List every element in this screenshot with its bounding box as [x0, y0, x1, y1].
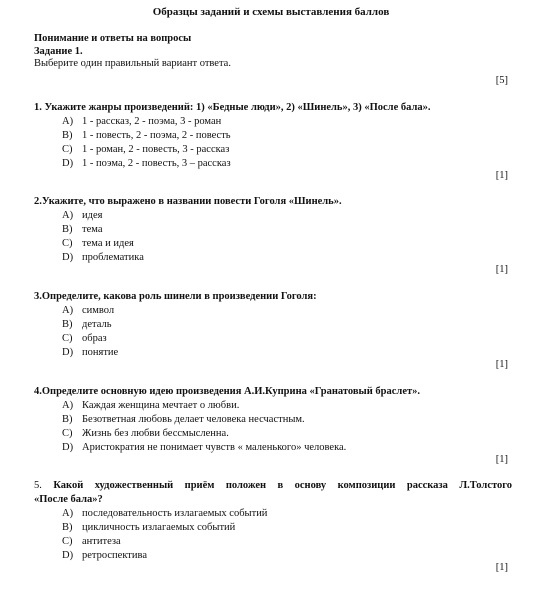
option-text: Каждая женщина мечтает о любви. — [82, 400, 240, 412]
option-c — [62, 238, 512, 252]
question-text: 3.Определите, какова роль шинели в произведении Гоголя: — [34, 291, 317, 302]
option-b — [62, 414, 512, 428]
option-text: ретроспектива — [82, 549, 147, 561]
question-1 — [34, 102, 512, 172]
question-text: 2.Укажите, что выражено в названии повести Гоголя «Шинель». — [34, 196, 342, 207]
intro-score: [5] — [495, 75, 508, 86]
instruction-text: Выберите один правильный вариант ответа. — [34, 58, 231, 70]
option-b — [62, 130, 512, 144]
option-letter: B) — [62, 521, 73, 533]
option-text: антитеза — [82, 535, 121, 547]
option-text: Безответная любовь делает человека несчастным. — [82, 414, 305, 426]
option-text: Жизнь без любви бессмысленна. — [82, 428, 229, 440]
option-d — [62, 549, 512, 563]
option-text: Аристократия не понимает чувств « маленького» человека. — [82, 442, 347, 454]
question-3-score: [1] — [495, 359, 508, 370]
question-text-line1 — [34, 480, 512, 493]
option-letter: C) — [62, 144, 73, 156]
option-b — [62, 224, 512, 238]
option-letter: B) — [62, 319, 73, 331]
option-text: 1 - рассказ, 2 - поэма, 3 - роман — [82, 116, 222, 128]
option-text: тема — [82, 224, 103, 236]
question-text: 4.Определите основную идею произведения А.И.Куприна «Гранатовый браслет». — [34, 386, 421, 397]
question-1-score: [1] — [495, 170, 508, 181]
option-letter: B) — [62, 130, 73, 142]
option-letter: A) — [62, 210, 74, 222]
question-text: 1. Укажите жанры произведений: 1) «Бедные люди», 2) «Шинель», 3) «После бала». — [34, 102, 431, 113]
option-c — [62, 144, 512, 158]
option-text: тема и идея — [82, 238, 134, 250]
option-text: последовательность излагаемых событий — [82, 507, 268, 519]
option-text: 1 - роман, 2 - повесть, 3 - рассказ — [82, 144, 230, 156]
option-text: проблематика — [82, 252, 144, 264]
option-letter: A) — [62, 305, 74, 317]
option-letter: D) — [62, 158, 74, 170]
option-letter: D) — [62, 347, 74, 359]
option-letter: C) — [62, 428, 73, 440]
option-a — [62, 507, 512, 521]
question-4 — [34, 386, 512, 456]
option-letter: A) — [62, 507, 74, 519]
option-letter: A) — [62, 400, 74, 412]
option-text: 1 - повесть, 2 - поэма, 2 - повесть — [82, 130, 231, 142]
option-d — [62, 347, 512, 361]
section-heading: Понимание и ответы на вопросы — [34, 33, 192, 44]
option-letter: C) — [62, 238, 73, 250]
options-list — [34, 116, 512, 172]
page-title: Образцы заданий и схемы выставления баллов — [152, 6, 390, 18]
option-text: 1 - поэма, 2 - повесть, 3 – рассказ — [82, 158, 231, 170]
question-text: Какой художественный приём положен в основу композиции рассказа Л.Толстого — [53, 480, 512, 491]
question-2 — [34, 196, 512, 266]
option-text: идея — [82, 210, 103, 222]
option-letter: C) — [62, 333, 73, 345]
question-3 — [34, 291, 512, 361]
option-letter: B) — [62, 414, 73, 426]
option-c — [62, 535, 512, 549]
question-5 — [34, 480, 512, 563]
option-d — [62, 442, 512, 456]
question-2-score: [1] — [495, 264, 508, 275]
option-c — [62, 428, 512, 442]
option-c — [62, 333, 512, 347]
option-letter: D) — [62, 442, 74, 454]
option-letter: C) — [62, 535, 73, 547]
option-a — [62, 116, 512, 130]
option-a — [62, 305, 512, 319]
options-list — [34, 400, 512, 456]
option-letter: B) — [62, 224, 73, 236]
option-text: понятие — [82, 347, 119, 359]
option-b — [62, 319, 512, 333]
option-d — [62, 252, 512, 266]
question-5-score: [1] — [495, 562, 508, 573]
options-list — [34, 210, 512, 266]
option-text: образ — [82, 333, 107, 345]
option-text: символ — [82, 305, 115, 317]
option-text: деталь — [82, 319, 112, 331]
question-4-score: [1] — [495, 454, 508, 465]
option-letter: D) — [62, 549, 74, 561]
options-list — [34, 305, 512, 361]
task-label: Задание 1. — [34, 45, 83, 57]
option-a — [62, 400, 512, 414]
option-d — [62, 158, 512, 172]
option-letter: A) — [62, 116, 74, 128]
option-b — [62, 521, 512, 535]
option-text: цикличность излагаемых событий — [82, 521, 236, 533]
question-text-line2: «После бала»? — [34, 493, 103, 505]
question-number: 5. — [34, 480, 42, 491]
options-list — [34, 507, 512, 563]
option-a — [62, 210, 512, 224]
intro-section — [34, 33, 231, 71]
option-letter: D) — [62, 252, 74, 264]
